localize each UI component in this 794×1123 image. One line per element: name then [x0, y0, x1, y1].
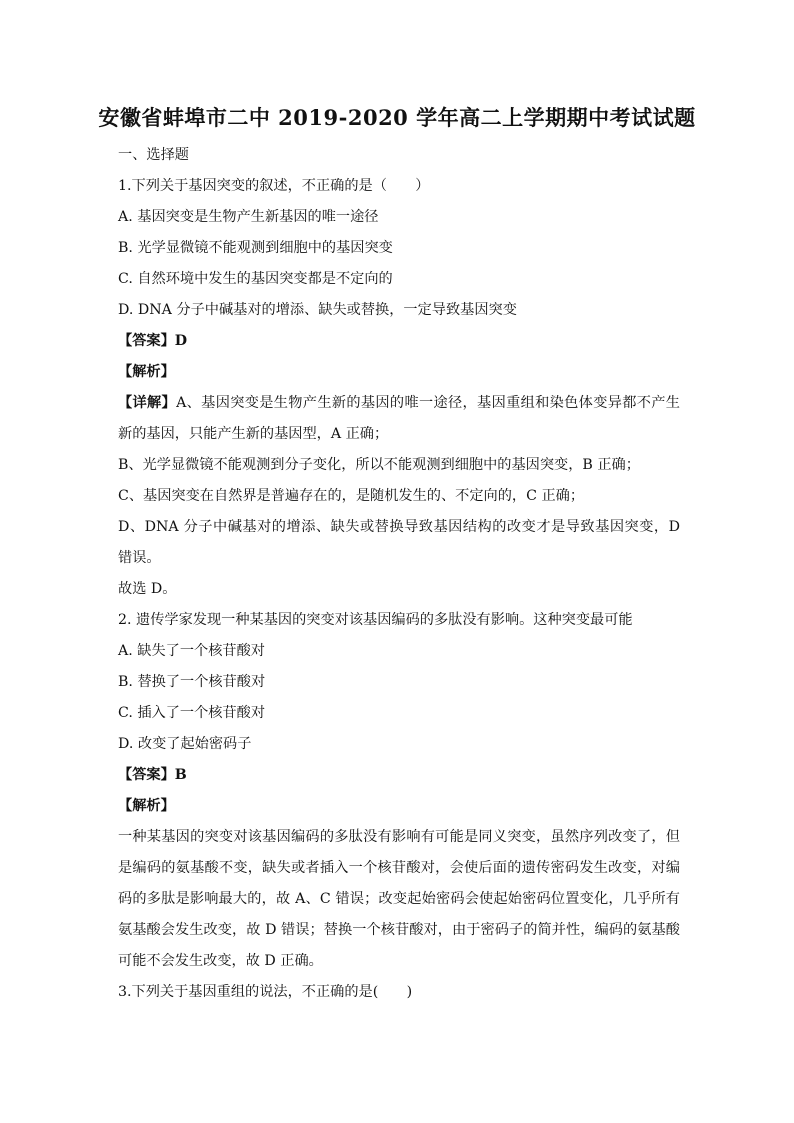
- q1-analysis-label: 【解析】: [118, 364, 175, 380]
- q1-detail-a: [118, 388, 680, 450]
- q1-option-c: C. 自然环境中发生的基因突变都是不定向的: [118, 271, 393, 287]
- q2-analysis-label: 【解析】: [118, 798, 175, 814]
- section-heading: 一、选择题: [118, 147, 189, 163]
- q1-conclusion: 故选 D。: [118, 581, 177, 597]
- exam-title: 安徽省蚌埠市二中 2019-2020 学年高二上学期期中考试试题: [98, 105, 696, 130]
- q1-option-d: D. DNA 分子中碱基对的增添、缺失或替换，一定导致基因突变: [118, 302, 517, 318]
- q1-detail-d: D、DNA 分子中碱基对的增添、缺失或替换导致基因结构的改变才是导致基因突变，D 错误。: [118, 519, 680, 566]
- document-body: [118, 140, 680, 1008]
- q1-detail-b: B、光学显微镜不能观测到分子变化，所以不能观测到细胞中的基因突变，B 正确；: [118, 457, 640, 473]
- q1-stem: 1.下列关于基因突变的叙述，不正确的是（ ）: [118, 178, 430, 194]
- q1-option-b: B. 光学显微镜不能观测到细胞中的基因突变: [118, 240, 393, 256]
- q2-option-a: A. 缺失了一个核苷酸对: [118, 643, 265, 659]
- q1-detail-a-text: A、基因突变是生物产生新的基因的唯一途径，基因重组和染色体变异都不产生新的基因，只能产生新的基因型，A 正确；: [118, 395, 680, 442]
- q2-option-c: C. 插入了一个核苷酸对: [118, 705, 266, 721]
- q2-answer: 【答案】B: [118, 767, 187, 783]
- q1-answer: 【答案】D: [118, 333, 188, 349]
- q1-detail-c: C、基因突变在自然界是普遍存在的，是随机发生的、不定向的，C 正确；: [118, 488, 585, 504]
- q2-option-b: B. 替换了一个核苷酸对: [118, 674, 266, 690]
- q1-detail-label: 【详解】: [118, 395, 177, 411]
- q2-stem: 2. 遗传学家发现一种某基因的突变对该基因编码的多肽没有影响。这种突变最可能: [118, 612, 633, 628]
- q1-option-a: A. 基因突变是生物产生新基因的唯一途径: [118, 209, 379, 225]
- q2-analysis: 一种某基因的突变对该基因编码的多肽没有影响有可能是同义突变，虽然序列改变了，但是编码的氨基酸不变，缺失或者插入一个核苷酸对，会使后面的遗传密码发生改变，对编码的多肽是影响最大的，故 A、C 错误；改变起始密码会使起始密码位置变化，几乎所有氨基酸会发生改变，故 D 错误；替换一个核苷酸对，由于密码子的简并性，编码的氨基酸可能不会发生改变，故 D 正确。: [118, 829, 680, 969]
- q3-stem: 3.下列关于基因重组的说法，不正确的是( ): [118, 984, 413, 1000]
- q2-option-d: D. 改变了起始密码子: [118, 736, 252, 752]
